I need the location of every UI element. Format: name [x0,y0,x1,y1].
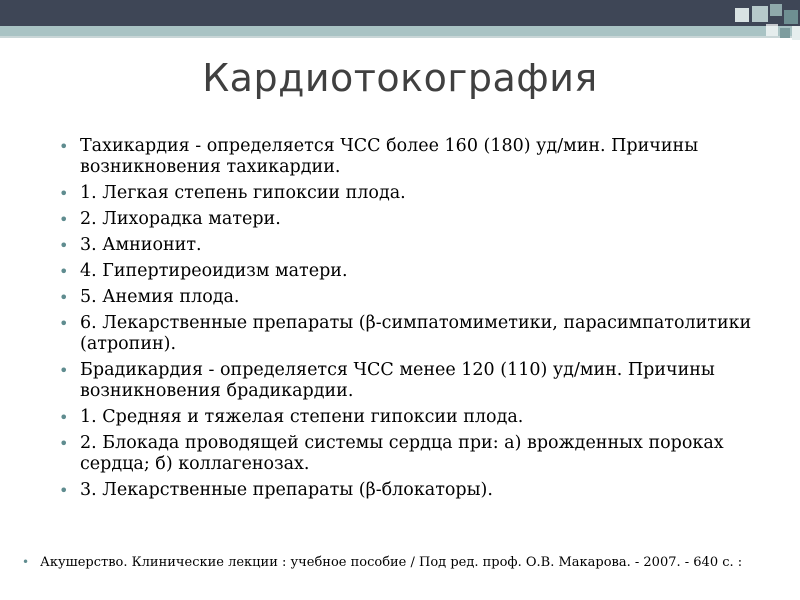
bullet-icon: • [59,137,69,156]
decorative-square [792,26,800,40]
bullet-icon: • [59,210,69,229]
decorative-square [770,4,782,16]
list-item [56,287,756,308]
decorative-squares [0,0,800,44]
list-item [56,480,756,501]
list-item [56,360,756,402]
list-item-text: 4. Гипертиреоидизм матери. [80,261,348,281]
list-item-text: 3. Лекарственные препараты (β-блокаторы). [80,480,493,500]
bullet-icon: • [59,314,69,333]
list-item [56,136,756,178]
list-item-text: 1. Легкая степень гипоксии плода. [80,183,406,203]
list-item-text: Брадикардия - определяется ЧСС менее 120 (110) уд/мин. Причины возникновения брадикардии. [80,360,715,401]
list-item [56,261,756,282]
bullet-icon: • [59,262,69,281]
bullet-icon: • [59,361,69,380]
list-item [56,209,756,230]
footer-list [22,554,762,571]
list-item-text: Тахикардия - определяется ЧСС более 160 (180) уд/мин. Причины возникновения тахикардии. [80,136,699,177]
bullet-icon: • [59,236,69,255]
bullet-icon: • [59,184,69,203]
list-item-text: 2. Лихорадка матери. [80,209,281,229]
bullet-icon: • [59,288,69,307]
header-band [0,0,800,44]
list-item-text: 1. Средняя и тяжелая степени гипоксии плода. [80,407,524,427]
list-item-text: 5. Анемия плода. [80,287,240,307]
list-item-text: 2. Блокада проводящей системы сердца при: а) врожденных пороках сердца; б) коллагенозах. [80,433,724,474]
decorative-square [735,8,749,22]
bullet-icon: • [59,434,69,453]
bullet-list [56,136,756,501]
list-item [56,183,756,204]
list-item-text: 3. Амнионит. [80,235,202,255]
slide-footer [22,554,762,571]
list-item [56,235,756,256]
decorative-square [752,6,768,22]
decorative-square [780,28,790,38]
list-item-text: 6. Лекарственные препараты (β-симпатомиметики, парасимпатолитики (атропин). [80,313,752,354]
footer-citation-text: Акушерство. Клинические лекции : учебное пособие / Под ред. проф. О.В. Макарова. - 2007. - 640 с. : [40,555,743,570]
slide-body [56,136,756,506]
decorative-square [784,10,798,24]
list-item [56,313,756,355]
list-item [56,433,756,475]
list-item [56,407,756,428]
decorative-square [766,24,778,36]
bullet-icon: • [59,408,69,427]
bullet-icon: • [22,555,30,569]
footer-citation [22,554,762,571]
slide-title: Кардиотокография [202,56,598,100]
bullet-icon: • [59,481,69,500]
